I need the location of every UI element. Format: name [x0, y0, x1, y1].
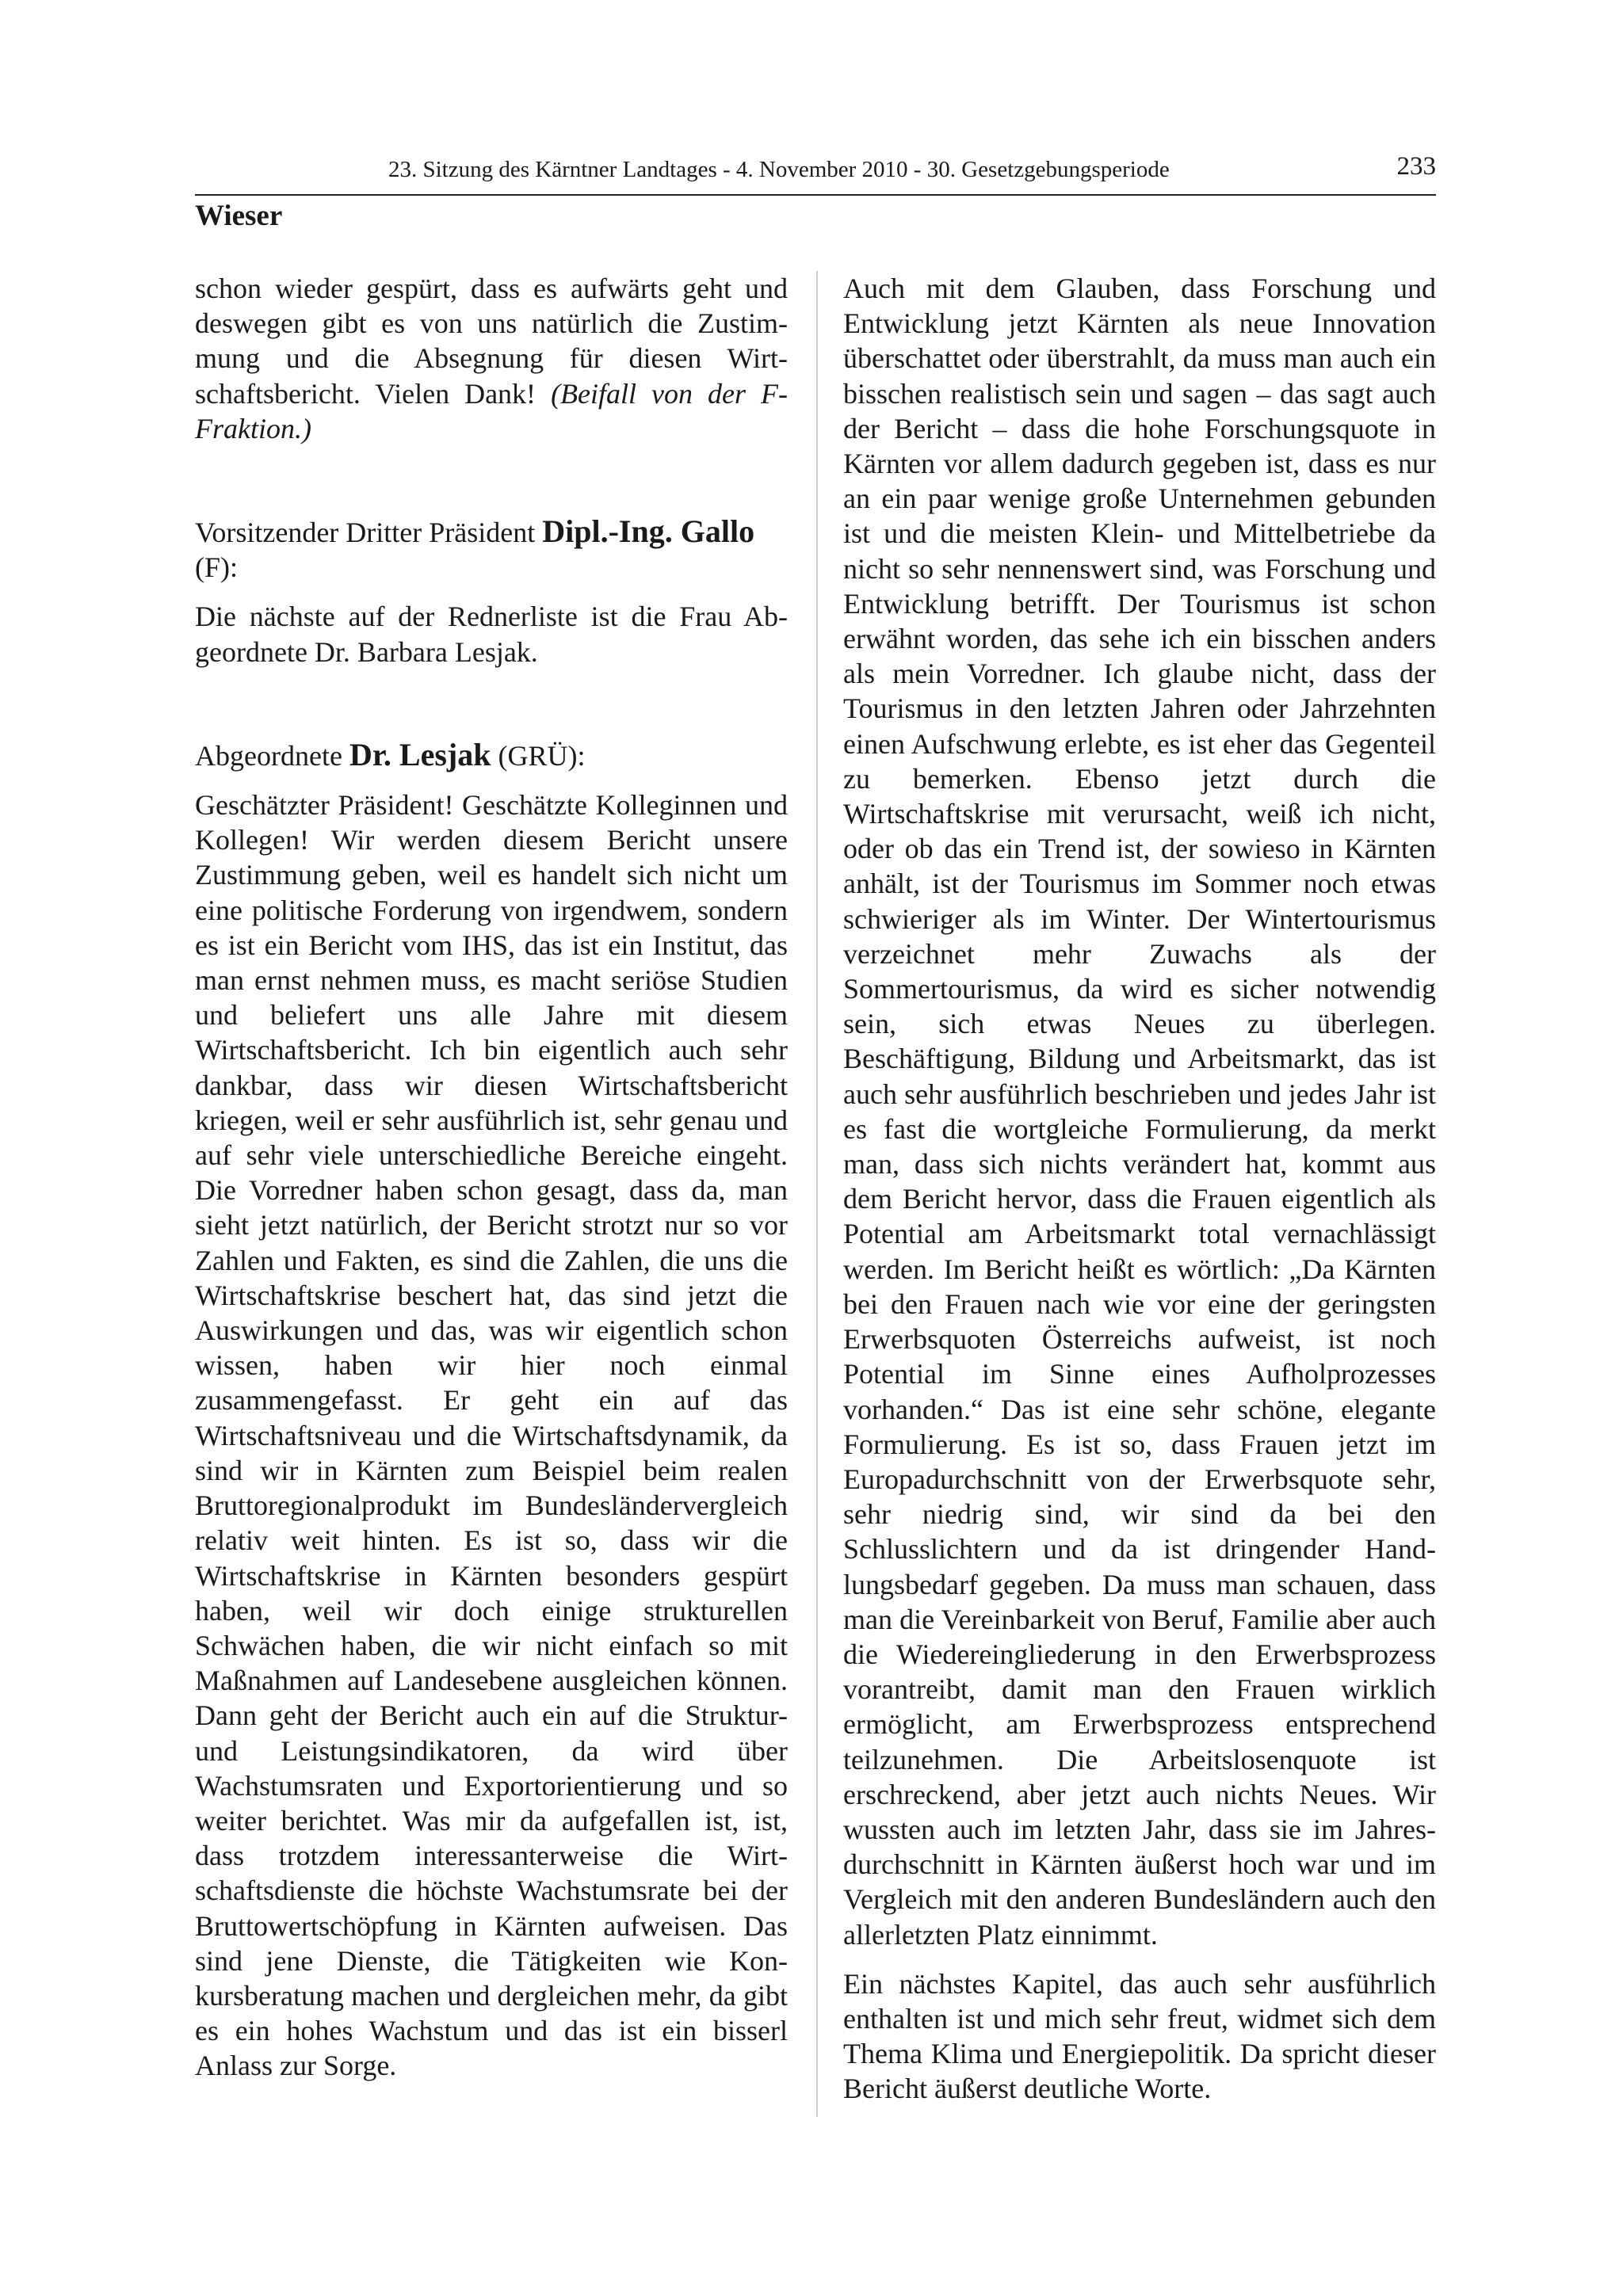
spacer [195, 669, 788, 738]
paragraph-text: schon wieder gespürt, dass es aufwärts geht und deswegen gibt es von uns natürlich die Zustimmung und die Absegnung für diesen Wirtschaftsbericht. Vielen Dank! [195, 273, 788, 410]
running-speaker-name: Wieser [195, 200, 283, 232]
session-title: 23. Sitzung des Kärntner Landtages - 4. November 2010 - 30. Gesetzgebungsperiode [388, 157, 1170, 182]
page-number: 233 [1396, 152, 1436, 181]
speaker-name: Dipl.-Ing. Gallo [542, 513, 755, 550]
spacer [195, 585, 788, 599]
paragraph: Geschätzter Präsident! Geschätzte Kolleginnen und Kollegen! Wir werden diesem Bericht unsere Zustimmung geben, weil es handelt sich nicht um eine politische Forderung von irgendwem, sondern es ist ein Bericht vom IHS, das ist ein Institut, das man ernst nehmen muss, es macht seriöse Studien und beliefert uns alle Jahre mit diesem Wirtschaftsbericht. Ich bin eigentlich auch sehr dankbar, dass wir diesen Wirtschaftsbericht kriegen, weil er sehr ausführlich ist, sehr genau und auf sehr viele unterschiedliche Bereiche eingeht. Die Vorredner haben schon gesagt, dass da, man sieht jetzt natürlich, der Bericht strotzt nur so vor Zahlen und Fakten, es sind die Zahlen, die uns die Wirtschaftskrise beschert hat, das sind jetzt die Auswirkungen und das, was wir eigentlich schon wissen, haben wir hier noch einmal zusammengefasst. Er geht ein auf das Wirtschaftsniveau und die Wirtschaftsdynamik, da sind wir in Kärnten zum Beispiel beim realen Bruttoregionalprodukt im Bundesländervergleich relativ weit hinten. Es ist so, dass wir die Wirtschaftskrise in Kärnten besonders gespürt haben, weil wir doch einige strukturellen Schwächen haben, die wir nicht einfach so mit Maßnahmen auf Landesebene ausgleichen können. Dann geht der Bericht auch ein auf die Struktur- und Leistungsindikatoren, da wird über Wachstumsraten und Exportorientierung und so weiter berichtet. Was mir da aufgefallen ist, ist, dass trotzdem interessanterweise die Wirtschaftsdienste die höchste Wachstumsrate bei der Bruttowertschöpfung in Kärnten aufweisen. Das sind jene Dienste, die Tätigkeiten wie Konkursberatung machen und dergleichen mehr, da gibt es ein hohes Wachstum und das ist ein bisserl Anlass zur Sorge. [195, 789, 788, 2082]
speaker-party: (F): [195, 551, 238, 584]
speaker-role: Vorsitzender Dritter Präsident [195, 517, 543, 549]
spacer [195, 773, 788, 788]
speaker-heading [195, 738, 788, 773]
right-column [843, 271, 1436, 2107]
header-rule [195, 194, 1436, 196]
paragraph: Die nächste auf der Rednerliste ist die Frau Abgeordnete Dr. Barbara Lesjak. [195, 601, 788, 668]
speaker-role: Abgeordnete [195, 739, 349, 772]
left-column [195, 271, 788, 2084]
interjection: (Beifall von der F-Fraktion.) [195, 377, 788, 444]
speaker-heading [195, 514, 788, 585]
paragraph: Ein nächstes Kapitel, das auch sehr ausführlich enthalten ist und mich sehr freut, widmet sich dem Thema Klima und Energiepolitik. Da spricht dieser Bericht äußerst deutliche Worte. [843, 1967, 1436, 2105]
spacer [195, 446, 788, 514]
paragraph: Auch mit dem Glauben, dass Forschung und Entwicklung jetzt Kärnten als neue Innovation überschattet oder überstrahlt, da muss man auch ein bisschen realistisch sein und sagen – das sagt auch der Bericht – dass die hohe Forschungsquote in Kärnten vor allem dadurch gegeben ist, dass es nur an ein paar wenige große Unternehmen gebunden ist und die meisten Klein- und Mittelbetriebe da nicht so sehr nennenswert sind, was Forschung und Entwicklung betrifft. Der Tourismus ist schon erwähnt worden, das sehe ich ein bisschen anders als mein Vorredner. Ich glaube nicht, dass der Tourismus in den letzten Jahren oder Jahrzehnten einen Aufschwung erlebte, es ist eher das Gegenteil zu bemerken. Ebenso jetzt durch die Wirtschaftskrise mit verursacht, weiß ich nicht, oder ob das ein Trend ist, der sowieso in Kärnten anhält, ist der Tourismus im Sommer noch etwas schwieriger als im Winter. Der Wintertourismus verzeichnet mehr Zuwachs als der Sommertourismus, da wird es sicher notwendig sein, sich etwas Neues zu überlegen. Beschäftigung, Bildung und Arbeitsmarkt, das ist auch sehr ausführlich beschrieben und jedes Jahr ist es fast die wortgleiche Formulierung, da merkt man, dass sich nichts verändert hat, kommt aus dem Bericht hervor, dass die Frauen eigentlich als Potential am Arbeitsmarkt total vernachlässigt werden. Im Bericht heißt es wörtlich: „Da Kärnten bei den Frauen nach wie vor eine der geringsten Erwerbsquoten Österreichs aufweist, ist noch Potential im Sinne eines Aufholprozesses vorhanden.“ Das ist eine sehr schöne, elegante Formulierung. Es ist so, dass Frauen jetzt im Europadurchschnitt von der Erwerbsquote sehr, sehr niedrig sind, wir sind da bei den Schlusslichtern und da ist dringender Handlungsbedarf gegeben. Da muss man schauen, dass man die Vereinbarkeit von Beruf, Familie aber auch die Wiedereingliederung in den Erwerbsprozess vorantreibt, damit man den Frauen wirklich ermöglicht, am Erwerbsprozess entsprechend teilzunehmen. Die Arbeitslosenquote ist erschreckend, aber jetzt auch nichts Neues. Wir wussten auch im letzten Jahr, dass sie im Jahresdurchschnitt in Kärnten äußerst hoch war und im Vergleich mit den anderen Bundesländern auch den allerletzten Platz einnimmt. [843, 273, 1436, 1951]
column-divider [816, 271, 818, 2117]
speaker-name: Dr. Lesjak [349, 736, 491, 772]
speaker-party: (GRÜ): [491, 739, 586, 772]
paragraph [195, 271, 788, 446]
